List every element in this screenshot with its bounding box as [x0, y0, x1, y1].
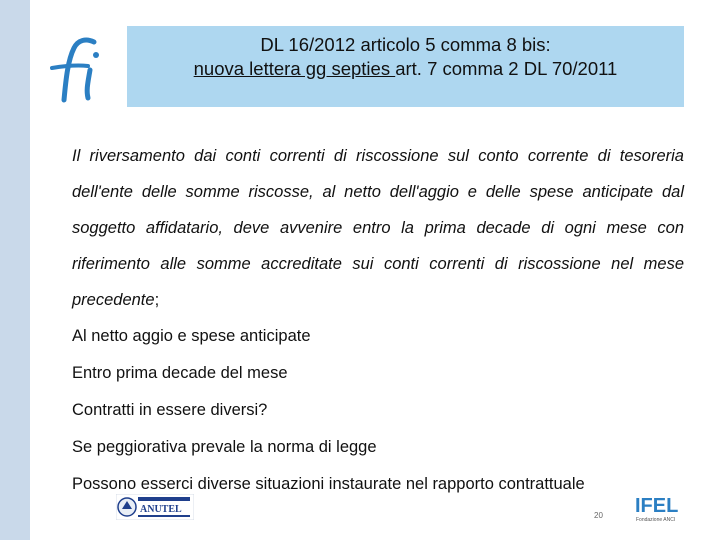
slide-body — [72, 138, 684, 503]
body-item: Se peggiorativa prevale la norma di legge — [72, 438, 377, 456]
body-item: Contratti in essere diversi? — [72, 401, 268, 419]
body-item: Possono esserci diverse situazioni instaurate nel rapporto contrattuale — [72, 475, 585, 493]
ifel-logo-icon — [634, 490, 684, 524]
page-number: 20 — [594, 511, 603, 520]
main-paragraph — [72, 138, 684, 318]
header-title-line-1: DL 16/2012 articolo 5 comma 8 bis: — [260, 34, 551, 55]
ifel-logo-text: IFEL — [635, 495, 679, 517]
body-item: Entro prima decade del mese — [72, 364, 288, 382]
fi-logo-icon — [44, 28, 104, 108]
anutel-logo-text: ANUTEL — [140, 504, 182, 515]
slide-header — [127, 26, 684, 107]
body-item: Al netto aggio e spese anticipate — [72, 327, 311, 345]
left-side-bar — [0, 0, 30, 540]
anutel-logo-icon — [116, 494, 194, 520]
header-underlined-text: nuova lettera gg septies — [193, 58, 396, 79]
ifel-logo-subtitle: Fondazione ANCI — [636, 517, 676, 523]
main-paragraph-tail: ; — [154, 291, 160, 309]
header-title-line-2 — [127, 58, 684, 80]
header-reference-text: art. 7 comma 2 DL 70/2011 — [395, 58, 618, 79]
main-paragraph-text: Il riversamento dai conti correnti di riscossione sul conto corrente di tesoreria dell'ente delle somme riscosse, al netto dell'aggio e delle spese anticipate dal soggetto affidatario, deve avvenire entro la prima decade di ogni mese con riferimento alle somme accreditate sui conti correnti di riscossione nel mese precedente — [72, 147, 684, 309]
